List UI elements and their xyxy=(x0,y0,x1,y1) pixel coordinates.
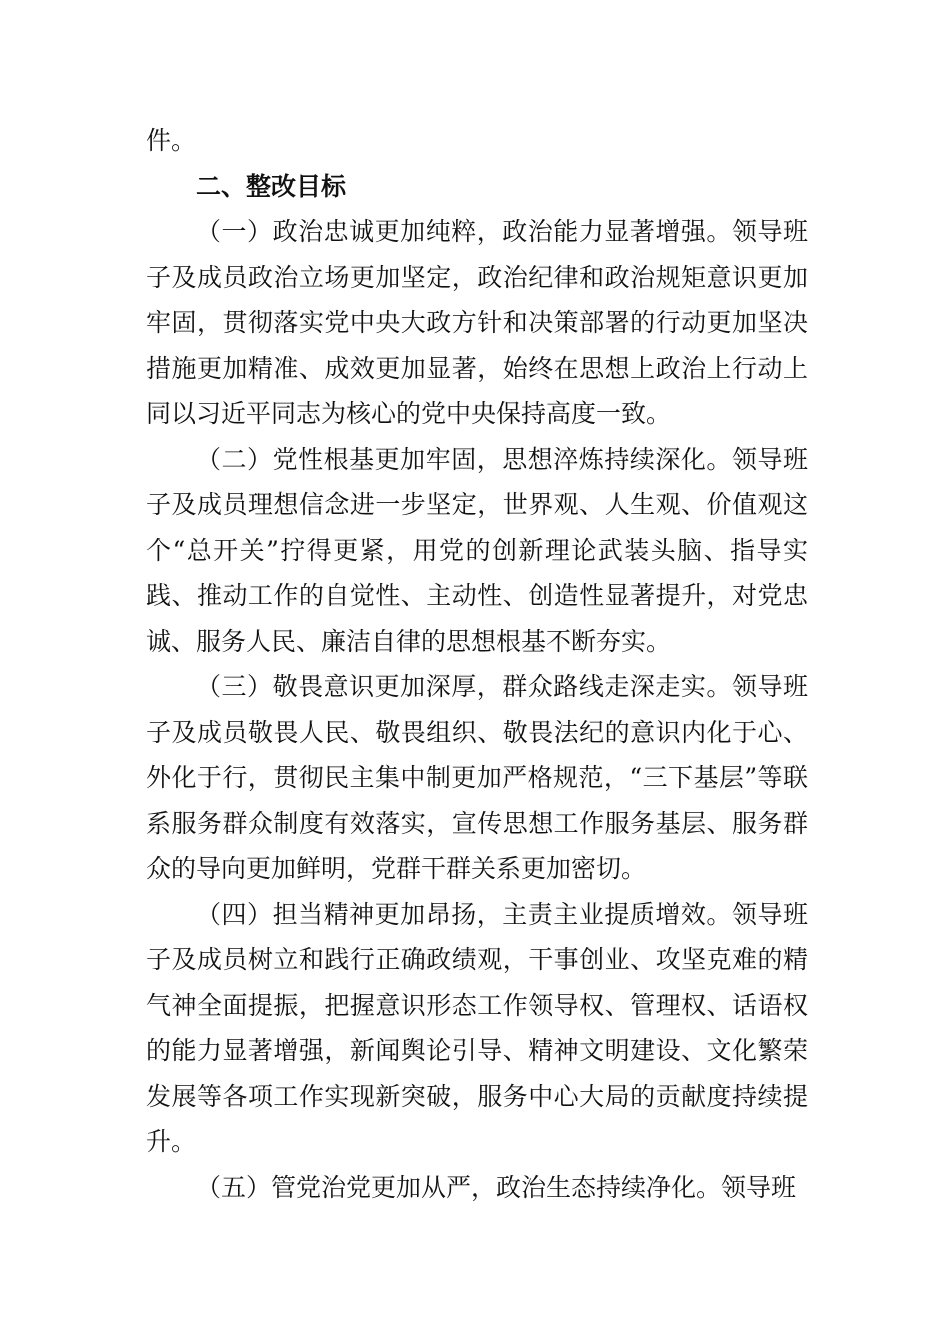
document-body xyxy=(146,118,808,1210)
paragraph-2: （二）党性根基更加牢固，思想淬炼持续深化。领导班子及成员理想信念进一步坚定，世界观、人生观、价值观这个“总开关”拧得更紧，用党的创新理论武装头脑、指导实践、推动工作的自觉性、主动性、创造性显著提升，对党忠诚、服务人民、廉洁自律的思想根基不断夯实。 xyxy=(146,444,808,656)
continuation-line: 件。 xyxy=(146,126,197,155)
paragraph-3: （三）敬畏意识更加深厚，群众路线走深走实。领导班子及成员敬畏人民、敬畏组织、敬畏法纪的意识内化于心、外化于行，贯彻民主集中制更加严格规范，“三下基层”等联系服务群众制度有效落实，宣传思想工作服务基层、服务群众的导向更加鲜明，党群干群关系更加密切。 xyxy=(146,672,808,883)
section-heading: 二、整改目标 xyxy=(196,171,347,201)
paragraph-1: （一）政治忠诚更加纯粹，政治能力显著增强。领导班子及成员政治立场更加坚定，政治纪律和政治规矩意识更加牢固，贯彻落实党中央大政方针和决策部署的行动更加坚决措施更加精准、成效更加显著，始终在思想上政治上行动上同以习近平同志为核心的党中央保持高度一致。 xyxy=(146,217,808,428)
paragraph-4: （四）担当精神更加昂扬，主责主业提质增效。领导班子及成员树立和践行正确政绩观，干事创业、攻坚克难的精气神全面提振，把握意识形态工作领导权、管理权、话语权的能力显著增强，新闻舆论引导、精神文明建设、文化繁荣发展等各项工作实现新突破，服务中心大局的贡献度持续提升。 xyxy=(146,899,808,1156)
paragraph-5: （五）管党治党更加从严，政治生态持续净化。领导班 xyxy=(196,1172,797,1202)
